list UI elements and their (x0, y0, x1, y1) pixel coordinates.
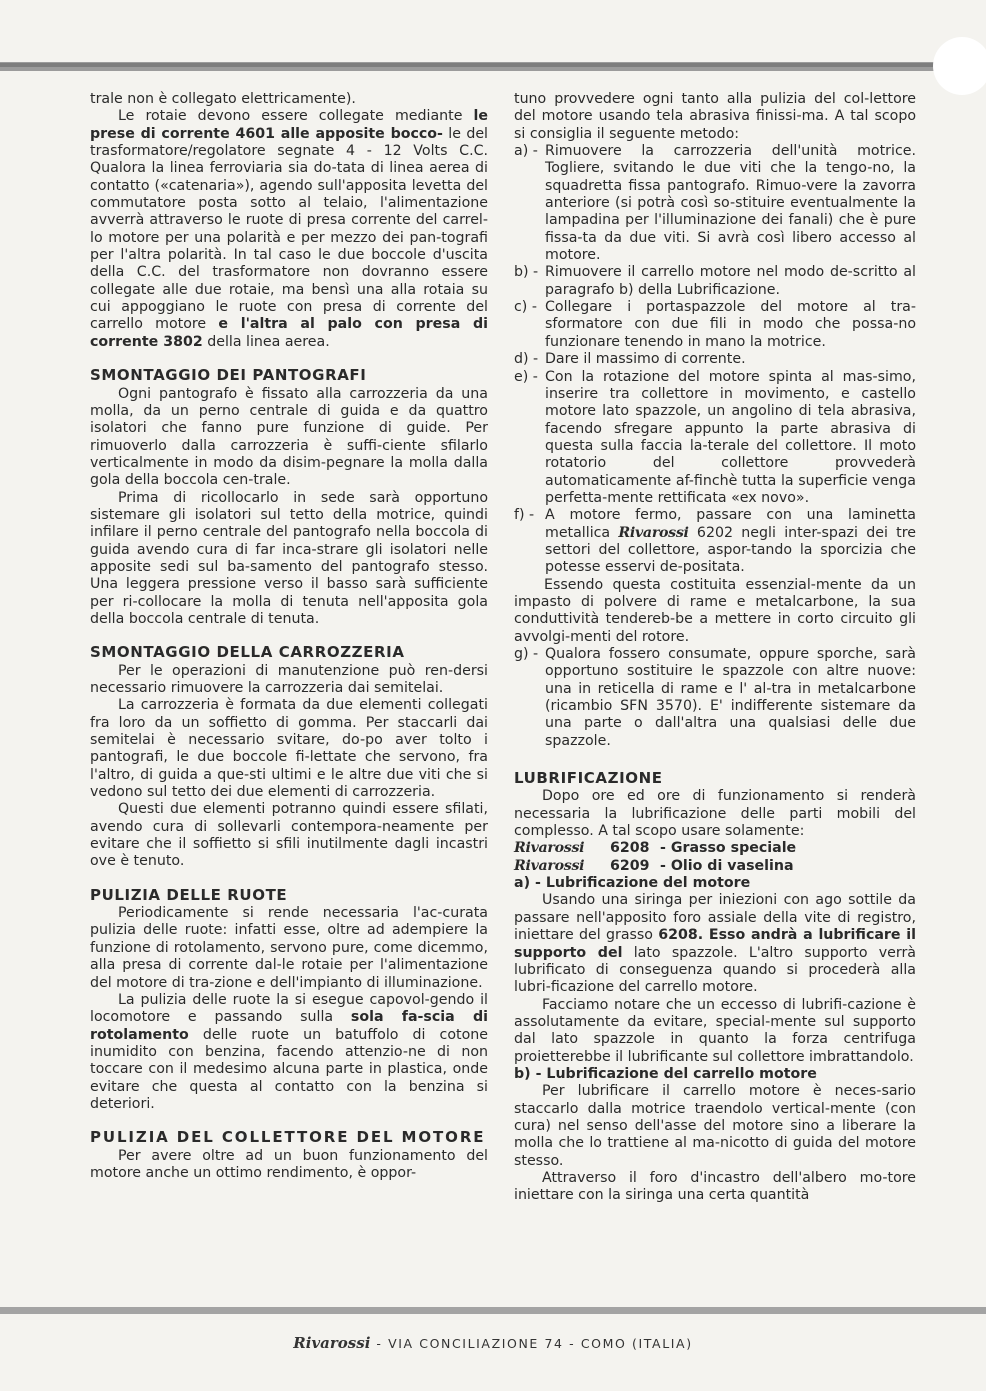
brand-logo: Rivarossi (293, 1334, 371, 1352)
paragraph: Essendo questa costituita essenzial-mente da un impasto di polvere di rame e metalcarbone, la sua conduttività tendereb-be a mettere in corto circuito gli avvolgi-menti del rotore. (514, 576, 916, 645)
product-line (514, 858, 916, 875)
product-code: 6208 (610, 840, 650, 857)
paragraph: Usando una siringa per iniezioni con ago sottile da passare nell'apposito foro assiale della vite di registro, iniettare del grasso 6208. Esso andrà a lubrificare il supporto del lato spazzole. L'altro supporto verrà lubrificato di conseguenza quando si procederà alla lubri-ficazione del carrello motore. (514, 892, 917, 996)
list-item-text: Dare il massimo di corrente. (545, 351, 746, 368)
list-item (514, 299, 916, 351)
paragraph: Questi due elementi potranno quindi essere sfilati, avendo cura di sollevarli contempora-neamente per evitare che il soffietto si sfili inutilmente dagli incastri ove è tenuto. (90, 801, 488, 870)
product-description: - Olio di vaselina (660, 857, 794, 874)
list-item (514, 369, 916, 508)
list-item (514, 264, 916, 299)
list-item-text: Collegare i portaspazzole del motore al tra-sformatore con due fili in modo che possa-no funzionare tenendo in mano la motrice. (545, 299, 916, 350)
punch-hole (933, 37, 986, 95)
list-item-text: Rimuovere la carrozzeria dell'unità motrice. Togliere, svitando le due viti che la tengo-no, la squadretta fissa pantografo. Rimuo-vere la zavorra anteriore (si potrà così so-stituire eventualmente la lampadina per l'illuminazione dei fanali) che è pure fissa-ta da due viti. Si avrà così libero accesso al motore. (545, 143, 916, 264)
list-marker: f) - (514, 507, 535, 524)
brand-logo: Rivarossi (618, 524, 689, 541)
subsection-heading: b) - Lubrificazione del carrello motore (514, 1065, 817, 1082)
product-description: - Grasso speciale (660, 840, 797, 857)
paragraph: Attraverso il foro d'incastro dell'albero mo-tore iniettare con la siringa una certa quantità (514, 1169, 916, 1204)
paragraph: Dopo ore ed ore di funzionamento si renderà necessaria la lubrificazione delle parti mobili del complesso. A tal scopo usare solamente: (514, 788, 916, 840)
paragraph: Le rotaie devono essere collegate mediante le prese di corrente 4601 alle apposite bocco- le del trasformatore/regolatore segnate 4 - 12 Volts C.C. Qualora la linea ferroviaria sia do-tata di linea aerea di contatto («catenaria»), agendo sull'apposita levetta del commutatore posta sotto al telaio, l'alimentazione avverrà attraverso le ruote di presa corrente del carrel-lo motore per una polarità e per mezzo dei pan-tografi per l'altra polarità. In tal caso le due boccole d'uscita della C.C. del trasformatore non dovranno essere collegate alle due rotaie, ma bensì una alla rotaia su cui appoggiano le ruote con presa di corrente del carrello motore e l'altra al palo con presa di corrente 3802 della linea aerea. (90, 108, 488, 350)
list-marker: c) - (514, 299, 537, 316)
list-item (514, 646, 916, 750)
list-item (514, 351, 916, 368)
list-marker: e) - (514, 368, 538, 385)
right-column (514, 91, 916, 1205)
footer-address: - VIA CONCILIAZIONE 74 - COMO (ITALIA) (376, 1336, 693, 1351)
list-item (514, 143, 916, 264)
paragraph: Per le operazioni di manutenzione può ren-dersi necessario rimuovere la carrozzeria dai semitelai. (90, 662, 488, 696)
paragraph: La pulizia delle ruote la si esegue capovol-gendo il locomotore e passando sulla sola fa-scia di rotolamento delle ruote un batuffolo di cotone inumidito con benzina, facendo attenzio-ne di non toccare con il medesimo alcuna parte in plastica, onde evitare che questa al contatto con la benzina si deteriori. (90, 991, 488, 1112)
top-border-shade (0, 63, 986, 67)
brand-logo: Rivarossi (514, 840, 585, 857)
section-heading: PULIZIA DELLE RUOTE (90, 885, 288, 904)
list-item-text: Con la rotazione del motore spinta al mas-simo, inserire tra collettore in movimento, e castello motore lato spazzole, un angolino di tela abrasiva, facendo sfregare appunto la parte abrasiva di questa sulla faccia la-terale del collettore. Il moto rotatorio del collettore provvederà automaticamente af-finchè tutta la superficie venga perfetta-mente rettificata «ex novo». (545, 368, 916, 506)
list-marker: a) - (514, 143, 538, 160)
paragraph: La carrozzeria è formata da due elementi collegati fra loro da un soffietto di gomma. Per staccarli dai semitelai è necessario svitare, do-po aver tolto i pantografi, le due boccole fi-lettate che servono, fra l'altro, di guida a que-sti ultimi e le altre due viti che si vedono sul tetto dei due elementi di carrozzeria. (90, 697, 488, 801)
list-marker: g) - (514, 646, 539, 662)
brand-logo: Rivarossi (514, 857, 585, 874)
paragraph: tuno provvedere ogni tanto alla pulizia del col-lettore del motore usando tela abrasiva finissi-ma. A tal scopo si consiglia il seguente metodo: (514, 91, 916, 142)
paragraph: Per lubrificare il carrello motore è neces-sario staccarlo dalla motrice traendolo vertical-mente (con cura) nel senso dell'asse del motore sino a liberare la molla che lo trattiene al ma-nicotto di guida del motore stesso. (514, 1083, 916, 1169)
subsection-heading: a) - Lubrificazione del motore (514, 875, 751, 892)
paragraph: trale non è collegato elettricamente). (90, 91, 356, 107)
list-marker: b) - (514, 264, 539, 281)
bottom-border-band (0, 1307, 986, 1314)
paragraph: Facciamo notare che un eccesso di lubrifi-cazione è assolutamente da evitare, special-mente sul supporto dal lato spazzole in quanto la forza centrifuga proietterebbe il lubrificante sul collettore imbrattandolo. (514, 996, 916, 1065)
product-line (514, 840, 916, 857)
paragraph: Prima di ricollocarlo in sede sarà opportuno sistemare gli isolatori sul tetto della motrice, quindi infilare il perno centrale del pantografo nella boccola di guida avendo cura di far inca-strare gli isolatori nelle apposite sedi sul ba-samento del pantografo stesso. Una leggera pressione verso il basso sarà sufficiente per ri-collocare la molla di tenuta nell'apposita gola della boccola centrale di tenuta. (90, 489, 488, 627)
paragraph: Per avere oltre ad un buon funzionamento del motore anche un ottimo rendimento, è oppor- (90, 1147, 488, 1181)
section-heading: SMONTAGGIO DELLA CARROZZERIA (90, 643, 405, 662)
product-code: 6209 (610, 857, 650, 874)
paragraph: Ogni pantografo è fissato alla carrozzeria da una molla, da un perno centrale di guida e da quattro isolatori che fanno pure funzione di guide. Per rimuoverlo dalla carrozzeria è suffi-ciente sfilarlo verticalmente in modo da disim-pegnare la molla dalla gola della boccola cen-trale. (90, 385, 488, 489)
left-column (90, 91, 488, 1182)
list-item-text: Qualora fossero consumate, oppure sporche, sarà opportuno sostituire le spazzole con altre nuove: una in reticella di rame e l' al-tra in metalcarbone (ricambio SFN 3570). E' indifferente sistemare da una parte o dall'altra una qualsiasi delle due spazzole. (545, 646, 916, 749)
section-heading: SMONTAGGIO DEI PANTOGRAFI (90, 366, 367, 385)
section-heading: LUBRIFICAZIONE (514, 769, 663, 788)
page-footer (0, 1334, 986, 1352)
list-item-text: Rimuovere il carrello motore nel modo de-scritto al paragrafo b) della Lubrificazione. (545, 264, 916, 298)
list-item (514, 507, 916, 576)
list-marker: d) - (514, 351, 539, 368)
section-heading: PULIZIA DEL COLLETTORE DEL MOTORE (90, 1128, 486, 1147)
list-item-text: A motore fermo, passare con una laminetta metallica Rivarossi 6202 negli inter-spazi dei tre settori del collettore, aspor-tando la sporcizia che potesse esservi de-positata. (545, 507, 916, 576)
paragraph: Periodicamente si rende necessaria l'ac-curata pulizia delle ruote: infatti esse, oltre ad adempiere la funzione di rotolamento, servono pure, come dicemmo, alla presa di corrente dal-le rotaie per l'alimentazione del motore di tra-zione e dell'impianto di illuminazione. (90, 905, 488, 991)
